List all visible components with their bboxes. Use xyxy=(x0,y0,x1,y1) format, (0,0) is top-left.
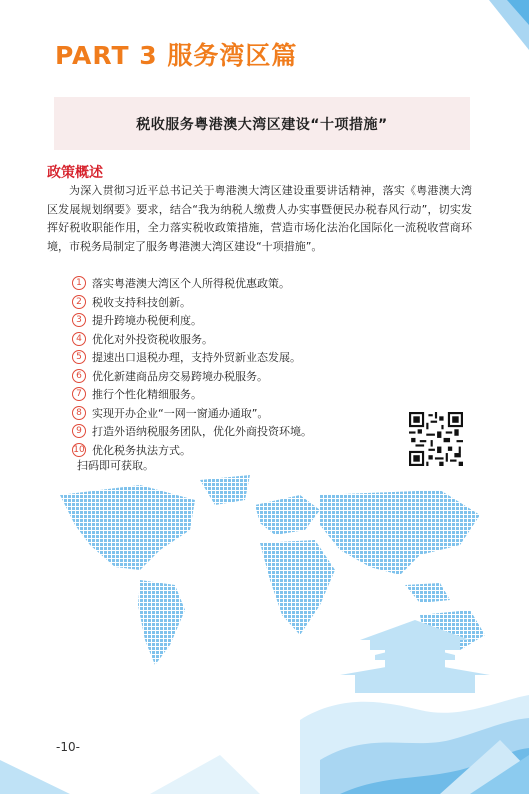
number-badge: 5 xyxy=(72,350,86,364)
title-banner xyxy=(54,97,470,150)
item-text: 提速出口退税办理，支持外贸新业态发展。 xyxy=(92,351,301,365)
number-badge: 4 xyxy=(72,332,86,346)
list-item xyxy=(72,404,312,423)
number-badge: 9 xyxy=(72,424,86,438)
item-text: 落实粤港澳大湾区个人所得税优惠政策。 xyxy=(92,277,290,291)
list-item xyxy=(72,274,312,293)
measures-list xyxy=(72,274,312,459)
list-item xyxy=(72,293,312,312)
list-item xyxy=(72,367,312,386)
list-item xyxy=(72,311,312,330)
item-text: 税收支持科技创新。 xyxy=(92,295,191,309)
item-text: 优化税务执法方式。 xyxy=(92,443,191,457)
number-badge: 8 xyxy=(72,406,86,420)
intro-paragraph: 为深入贯彻习近平总书记关于粤港澳大湾区建设重要讲话精神，落实《粤港澳大湾区发展规划纲要》要求，结合“我为纳税人缴费人办实事暨便民办税春风行动”，切实发挥好税收职能作用，全力落实税收政策措施，营造市场化法治化国际化一流税收营商环境，市税务局制定了服务粤港澳大湾区建设“十项措施”。 xyxy=(47,184,472,253)
item-text: 推行个性化精细服务。 xyxy=(92,388,202,402)
item-text: 提升跨境办税便利度。 xyxy=(92,314,202,328)
item-text: 优化对外投资税收服务。 xyxy=(92,332,213,346)
number-badge: 6 xyxy=(72,369,86,383)
list-item xyxy=(72,330,312,349)
corner-decoration-top xyxy=(469,0,529,60)
scan-note: 扫码即可获取。 xyxy=(77,459,154,472)
list-item xyxy=(72,422,312,441)
number-badge: 10 xyxy=(73,444,85,455)
qr-code-icon[interactable] xyxy=(409,412,463,466)
item-text: 优化新建商品房交易跨境办税服务。 xyxy=(92,369,268,383)
list-item xyxy=(72,348,312,367)
item-text: 实现开办企业“一网一窗通办通取”。 xyxy=(92,406,269,420)
number-badge: 1 xyxy=(72,276,86,290)
item-text: 打造外语纳税服务团队，优化外商投资环境。 xyxy=(92,425,312,439)
page-title: PART 3 服务湾区篇 xyxy=(55,41,298,70)
number-badge: 7 xyxy=(72,387,86,401)
list-item xyxy=(72,385,312,404)
banner-text: 税收服务粤港澳大湾区建设“十项措施” xyxy=(136,116,388,133)
page-number: -10- xyxy=(56,740,80,754)
number-badge: 2 xyxy=(72,295,86,309)
number-badge: 3 xyxy=(72,313,86,327)
section-heading: 政策概述 xyxy=(47,165,103,181)
